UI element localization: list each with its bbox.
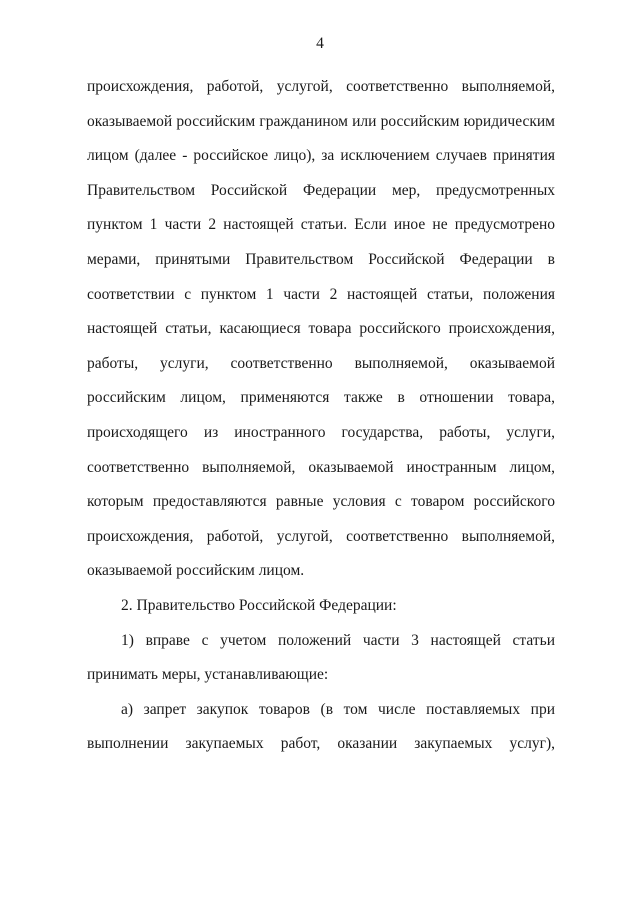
- page-number: 4: [316, 35, 324, 52]
- paragraph-clause-2-heading: 2. Правительство Российской Федерации:: [121, 596, 397, 614]
- paragraph-item-1: 1) вправе с учетом положений части 3 настоящей статьи принимать меры, устанавливающие:: [87, 631, 555, 684]
- paragraph-continuation: происхождения, работой, услугой, соответственно выполняемой, оказываемой российским гражданином или российским юридическим лицом (далее - российское лицо), за исключением случаев принятия Правительством Российской Федерации мер, предусмотренных пунктом 1 части 2 настоящей статьи. Если иное не предусмотрено мерами, принятыми Правительством Российской Федерации в соответствии с пунктом 1 части 2 настоящей статьи, положения настоящей статьи, касающиеся товара российского происхождения, работы, услуги, соответственно выполняемой, оказываемой российским лицом, применяются также в отношении товара, происходящего из иностранного государства, работы, услуги, соответственно выполняемой, оказываемой иностранным лицом, которым предоставляются равные условия с товаром российского происхождения, работой, услугой, соответственно выполняемой, оказываемой российским лицом.: [87, 78, 555, 580]
- document-body: [87, 70, 555, 762]
- paragraph-subitem-a: а) запрет закупок товаров (в том числе поставляемых при выполнении закупаемых работ, оказании закупаемых услуг),: [87, 700, 555, 753]
